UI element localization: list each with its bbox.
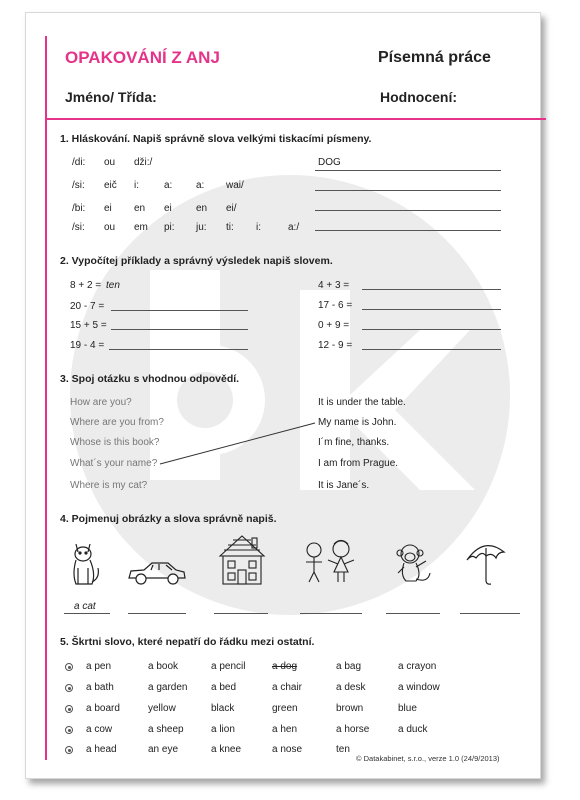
car-icon [126, 560, 188, 588]
spelling-answer[interactable]: DOG [318, 157, 341, 168]
word-choice[interactable]: an eye [148, 744, 179, 755]
picture-answer[interactable]: a cat [74, 601, 96, 612]
phonetic-cell: ju: [196, 222, 207, 233]
word-choice[interactable]: ten [336, 744, 350, 755]
answer-item[interactable]: I´m fine, thanks. [318, 437, 390, 448]
question-item[interactable]: Whose is this book? [70, 437, 160, 448]
word-choice[interactable]: a bath [86, 682, 114, 693]
phonetic-cell: ou [104, 157, 116, 168]
word-choice[interactable]: a desk [336, 682, 366, 693]
word-choice[interactable]: a lion [211, 724, 235, 735]
phonetic-cell: /si: [72, 222, 85, 233]
section-4-heading: 4. Pojmenuj obrázky a slova správně napiš. [60, 513, 277, 525]
umbrella-icon [464, 538, 508, 588]
phonetic-cell: a: [196, 180, 205, 191]
answer-item[interactable]: It is under the table. [318, 397, 406, 408]
phonetic-cell: pi: [164, 222, 175, 233]
word-choice[interactable]: a chair [272, 682, 303, 693]
math-expression: 8 + 2 = [70, 280, 102, 291]
answer-item[interactable]: I am from Prague. [318, 458, 399, 469]
word-choice[interactable]: a horse [336, 724, 370, 735]
math-expression: 0 + 9 = [318, 320, 350, 331]
phonetic-cell: en [196, 203, 208, 214]
name-class-label: Jméno/ Třída: [65, 89, 157, 105]
word-choice[interactable]: a pencil [211, 661, 246, 672]
answer-line[interactable] [214, 613, 268, 614]
word-choice[interactable]: brown [336, 703, 364, 714]
math-expression: 17 - 6 = [318, 300, 353, 311]
row-bullet-icon [65, 684, 73, 692]
house-icon [216, 532, 268, 586]
phonetic-cell: ei [104, 203, 112, 214]
phonetic-cell: ti: [226, 222, 234, 233]
question-item[interactable]: Where are you from? [70, 417, 164, 428]
section-3-heading: 3. Spoj otázku s vhodnou odpovědí. [60, 373, 240, 385]
phonetic-cell: ei [164, 203, 172, 214]
row-bullet-icon [65, 663, 73, 671]
phonetic-cell: eič [104, 180, 117, 191]
word-choice[interactable]: a duck [398, 724, 428, 735]
phonetic-cell: i: [256, 222, 261, 233]
phonetic-cell: /di: [72, 157, 86, 168]
answer-line[interactable] [128, 613, 186, 614]
word-choice[interactable]: a window [398, 682, 440, 693]
phonetic-cell: en [134, 203, 146, 214]
phonetic-cell: em [134, 222, 148, 233]
word-choice[interactable]: a bag [336, 661, 362, 672]
word-choice[interactable]: a sheep [148, 724, 184, 735]
grade-label: Hodnocení: [380, 89, 457, 105]
word-choice[interactable]: yellow [148, 703, 176, 714]
word-choice[interactable]: a garden [148, 682, 188, 693]
section-1-heading: 1. Hláskování. Napiš správně slova velkými tiskacími písmeny. [60, 133, 372, 145]
answer-item[interactable]: It is Jane´s. [318, 480, 370, 491]
page-title: OPAKOVÁNÍ Z ANJ [65, 48, 220, 67]
math-expression: 15 + 5 = [70, 320, 107, 331]
phonetic-cell: /si: [72, 180, 85, 191]
cat-icon [64, 538, 104, 588]
row-bullet-icon [65, 705, 73, 713]
math-expression: 4 + 3 = [318, 280, 350, 291]
answer-line[interactable] [64, 613, 110, 614]
word-choice[interactable]: a board [86, 703, 120, 714]
row-bullet-icon [65, 746, 73, 754]
word-choice[interactable]: a hen [272, 724, 298, 735]
math-expression: 19 - 4 = [70, 340, 105, 351]
math-expression: 20 - 7 = [70, 301, 105, 312]
phonetic-cell: a:/ [288, 222, 300, 233]
word-choice[interactable]: a bed [211, 682, 237, 693]
word-choice[interactable]: a dog [272, 661, 298, 672]
answer-line[interactable] [386, 613, 440, 614]
math-answer[interactable]: ten [106, 280, 120, 291]
word-choice[interactable]: a book [148, 661, 179, 672]
page-subtitle: Písemná práce [378, 49, 491, 66]
phonetic-cell: wai/ [226, 180, 244, 191]
phonetic-cell: ou [104, 222, 116, 233]
children-icon [298, 538, 360, 586]
monkey-icon [392, 541, 436, 587]
word-choice[interactable]: a cow [86, 724, 113, 735]
answer-line[interactable] [460, 613, 520, 614]
phonetic-cell: a: [164, 180, 173, 191]
word-choice[interactable]: a head [86, 744, 117, 755]
phonetic-cell: ei/ [226, 203, 237, 214]
phonetic-cell: i: [134, 180, 139, 191]
word-choice[interactable]: blue [398, 703, 417, 714]
math-expression: 12 - 9 = [318, 340, 353, 351]
footer-copyright: © Datakabinet, s.r.o., verze 1.0 (24/9/2013) [356, 754, 500, 763]
phonetic-cell: dži:/ [134, 157, 153, 168]
word-choice[interactable]: a crayon [398, 661, 437, 672]
answer-item[interactable]: My name is John. [318, 417, 397, 428]
word-choice[interactable]: a nose [272, 744, 303, 755]
section-2-heading: 2. Vypočítej příklady a správný výsledek napiš slovem. [60, 255, 333, 267]
question-item[interactable]: How are you? [70, 397, 132, 408]
question-item[interactable]: What´s your name? [70, 458, 158, 469]
question-item[interactable]: Where is my cat? [70, 480, 148, 491]
word-choice[interactable]: black [211, 703, 235, 714]
word-choice[interactable]: a knee [211, 744, 242, 755]
section-5-heading: 5. Škrtni slovo, které nepatří do řádku mezi ostatní. [60, 636, 315, 648]
word-choice[interactable]: a pen [86, 661, 112, 672]
phonetic-cell: /bi: [72, 203, 86, 214]
word-choice[interactable]: green [272, 703, 298, 714]
answer-line[interactable] [300, 613, 362, 614]
row-bullet-icon [65, 726, 73, 734]
